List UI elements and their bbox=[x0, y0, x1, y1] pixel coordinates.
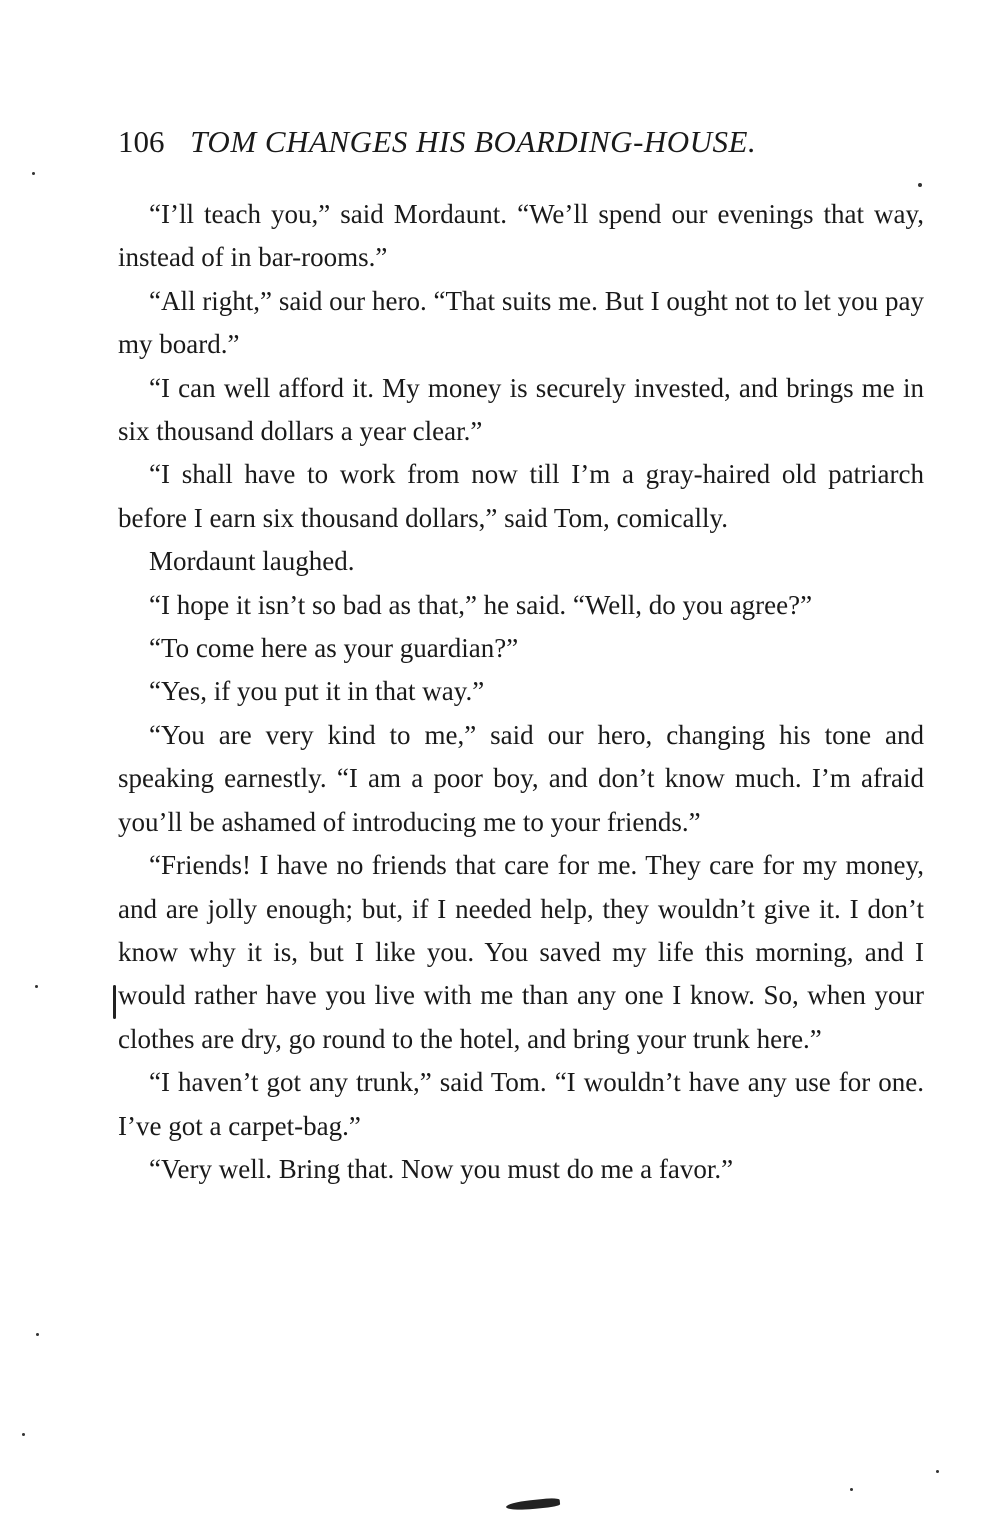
paragraph: “I shall have to work from now till I’m a gray-haired old patriarch before I earn six thousand dollars,” said Tom, comically. bbox=[118, 459, 924, 533]
page-header bbox=[118, 120, 928, 164]
paragraph: “To come here as your guardian?” bbox=[149, 633, 519, 664]
paragraph: “I can well afford it. My money is securely invested, and brings me in six thousand dollars a year clear.” bbox=[118, 372, 924, 447]
paragraph: “Friends! I have no friends that care for me. They care for my money, and are jolly enough; but, if I needed help, they wouldn’t give it. I don’t know why it is, but I like you. You saved my life this morning, and I would rather have you live with me than any one I know. So, when your clothes are dry, go round to the hotel, and bring your trunk here.” bbox=[118, 850, 924, 1054]
paragraph: “Very well. Bring that. Now you must do me a favor.” bbox=[149, 1153, 734, 1184]
body-text bbox=[118, 193, 924, 1191]
ink-smudge bbox=[506, 1497, 561, 1512]
paragraph: “I haven’t got any trunk,” said Tom. “I wouldn’t have any use for one. I’ve got a carpet-bag.” bbox=[118, 1067, 924, 1141]
page-number: 106 bbox=[118, 124, 165, 159]
ink-speck bbox=[918, 183, 922, 187]
paragraph: Mordaunt laughed. bbox=[149, 546, 355, 577]
paragraph: “Yes, if you put it in that way.” bbox=[149, 676, 485, 707]
margin-ink-mark bbox=[113, 985, 116, 1019]
ink-speck bbox=[936, 1470, 939, 1473]
ink-speck bbox=[36, 1333, 39, 1336]
paragraph: “I’ll teach you,” said Mordaunt. “We’ll spend our evenings that way, instead of in bar-rooms.” bbox=[118, 199, 924, 273]
ink-speck bbox=[32, 172, 35, 175]
paragraph: “All right,” said our hero. “That suits me. But I ought not to let you pay my board.” bbox=[118, 285, 924, 360]
ink-speck bbox=[35, 985, 38, 988]
ink-speck bbox=[22, 1433, 25, 1436]
running-title: TOM CHANGES HIS BOARDING-HOUSE. bbox=[190, 124, 757, 159]
ink-speck bbox=[850, 1488, 853, 1491]
paragraph: “You are very kind to me,” said our hero, changing his tone and speaking earnestly. “I am a poor boy, and don’t know much. I’m afraid you’ll be ashamed of introducing me to your friends.” bbox=[118, 719, 924, 837]
paragraph: “I hope it isn’t so bad as that,” he said. “Well, do you agree?” bbox=[149, 589, 813, 620]
